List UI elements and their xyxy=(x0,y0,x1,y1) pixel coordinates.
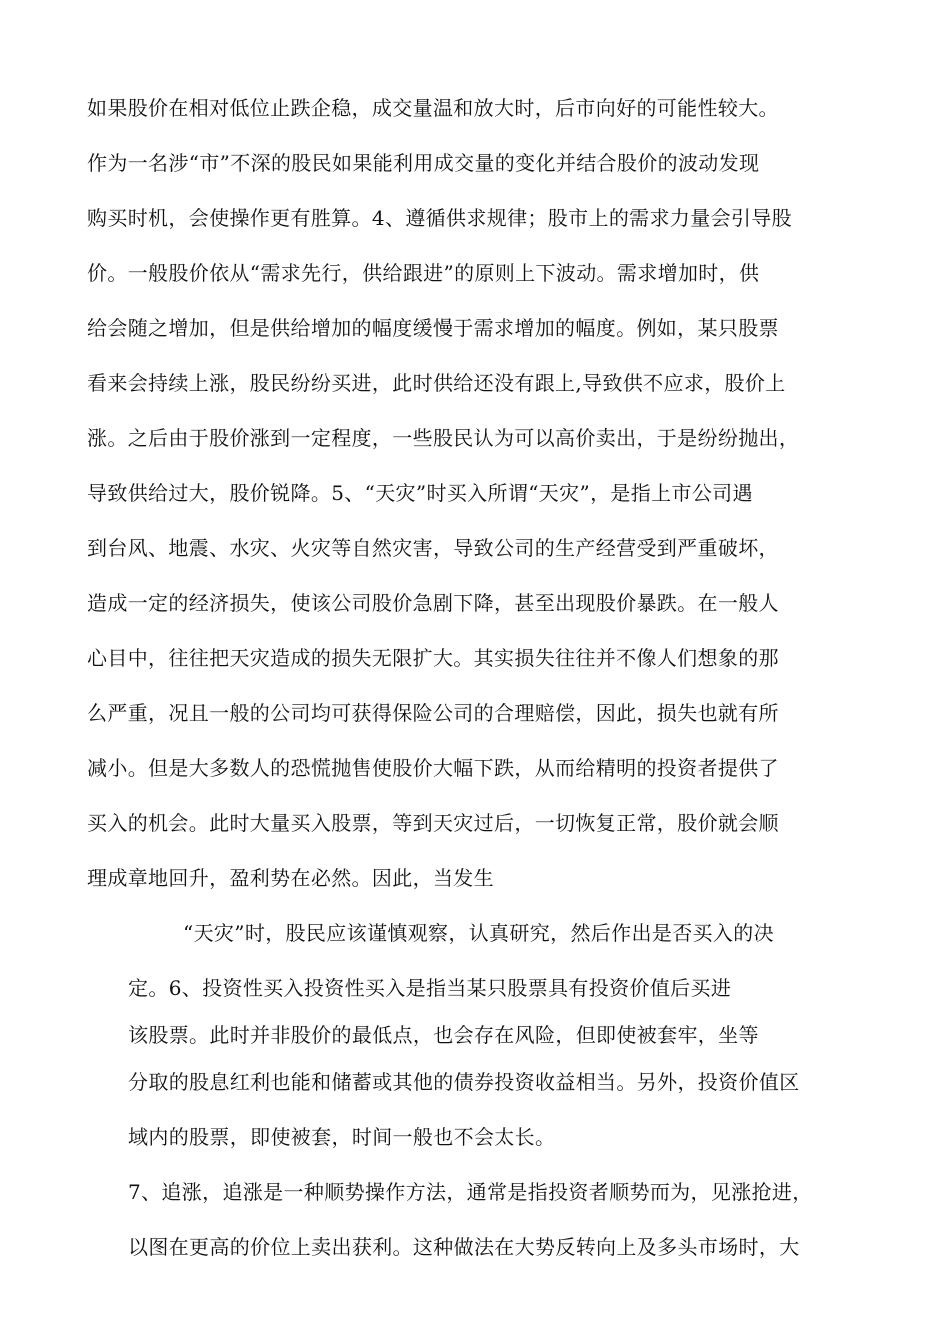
text-line-2: 作为一名涉“市”不深的股民如果能利用成交量的变化并结合股价的波动发现 xyxy=(87,151,760,175)
text-line-16: “天灾”时，股民应该谨慎观察，认真研究，然后作出是否买入的决 xyxy=(183,921,774,945)
text-line-3: 购买时机，会使操作更有胜算。4、遵循供求规律；股市上的需求力量会引导股 xyxy=(87,206,792,230)
text-line-4: 价。一般股价依从“需求先行，供给跟进”的原则上下波动。需求增加时，供 xyxy=(87,261,760,285)
text-line-7: 涨。之后由于股价涨到一定程度，一些股民认为可以高价卖出，于是纷纷抛出， xyxy=(87,426,800,450)
text-line-21: 7、追涨，追涨是一种顺势操作方法，通常是指投资者顺势而为，见涨抢进， xyxy=(128,1180,813,1204)
text-line-10: 造成一定的经济损失，使该公司股价急剧下降，甚至出现股价暴跌。在一般人 xyxy=(87,591,779,615)
text-line-9: 到台风、地震、水灾、火灾等自然灾害，导致公司的生产经营受到严重破坏， xyxy=(87,536,779,560)
text-line-12: 么严重，况且一般的公司均可获得保险公司的合理赔偿，因此，损失也就有所 xyxy=(87,701,779,725)
text-line-8: 导致供给过大，股价锐降。5、“天灾”时买入所谓“天灾”，是指上市公司遇 xyxy=(87,481,753,505)
text-line-14: 买入的机会。此时大量买入股票，等到天灾过后，一切恢复正常，股价就会顺 xyxy=(87,811,779,835)
text-line-13: 减小。但是大多数人的恐慌抛售使股价大幅下跌，从而给精明的投资者提供了 xyxy=(87,756,779,780)
text-line-19: 分取的股息红利也能和储蓄或其他的债券投资收益相当。另外，投资价值区 xyxy=(128,1070,800,1094)
text-line-22: 以图在更高的价位上卖出获利。这种做法在大势反转向上及多头市场时，大 xyxy=(128,1235,800,1259)
text-line-1: 如果股价在相对低位止跌企稳，成交量温和放大时，后市向好的可能性较大。 xyxy=(87,96,779,120)
text-line-17: 定。6、投资性买入投资性买入是指当某只股票具有投资价值后买进 xyxy=(128,976,732,1000)
text-line-5: 给会随之增加，但是供给增加的幅度缓慢于需求增加的幅度。例如，某只股票 xyxy=(87,316,779,340)
text-line-6: 看来会持续上涨，股民纷纷买进，此时供给还没有跟上,导致供不应求，股价上 xyxy=(87,371,786,395)
text-line-18: 该股票。此时并非股价的最低点，也会存在风险，但即使被套牢，坐等 xyxy=(128,1023,759,1047)
text-line-11: 心目中，往往把天灾造成的损失无限扩大。其实损失往往并不像人们想象的那 xyxy=(87,646,779,670)
text-line-20: 域内的股票，即使被套，时间一般也不会太长。 xyxy=(128,1125,556,1149)
text-line-15: 理成章地回升，盈利势在必然。因此，当发生 xyxy=(87,866,494,890)
